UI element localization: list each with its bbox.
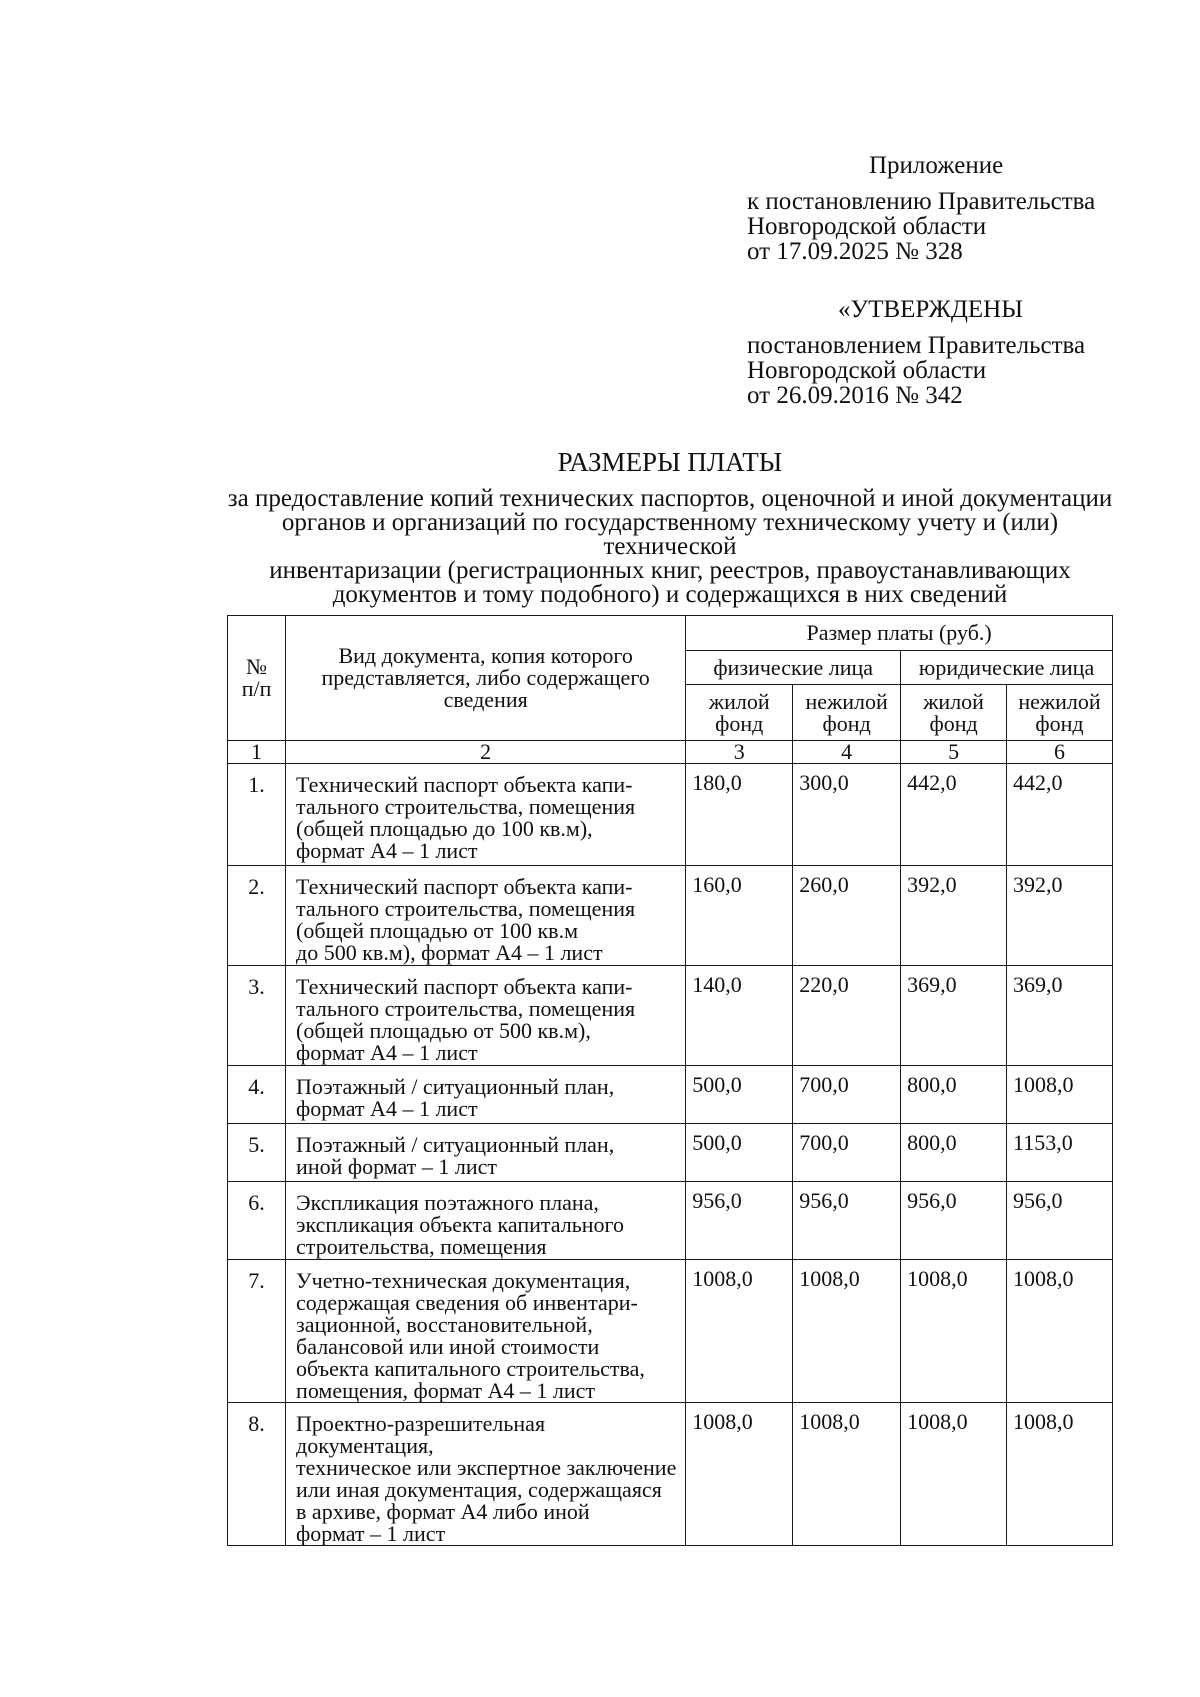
fee-value: 180,0 [686, 764, 793, 866]
approved-line: Новгородской области [747, 357, 987, 384]
document-type-cell [286, 866, 686, 966]
document-type-line: Поэтажный / ситуационный план, [296, 1074, 615, 1099]
document-type-line: объекта капитального строительства, [296, 1356, 645, 1381]
subtitle-line: органов и организаций по государственному техническому учету и (или) технической [281, 509, 1059, 560]
fee-value: 300,0 [793, 764, 901, 866]
column-number: 6 [1007, 741, 1113, 764]
document-type-line: Поэтажный / ситуационный план, [296, 1132, 615, 1157]
column-number: 5 [901, 741, 1007, 764]
document-type-line: тального строительства, помещения [296, 794, 636, 819]
row-number: 5. [228, 1124, 286, 1182]
document-type-line: содержащая сведения об инвентари- [296, 1290, 638, 1315]
subtitle-line: документов и тому подобного) и содержащихся в них сведений [332, 581, 1008, 608]
document-type-line: тального строительства, помещения [296, 996, 636, 1021]
document-type-cell [286, 764, 686, 866]
header-number-line: № [246, 654, 268, 679]
header-residential [686, 685, 793, 741]
document-type-line: помещения, формат А4 – 1 лист [296, 1378, 595, 1403]
header-individuals: физические лица [686, 651, 901, 685]
fee-value: 1008,0 [793, 1403, 901, 1546]
subtitle-line: инвентаризации (регистрационных книг, реестров, правоустанавливающих [269, 557, 1071, 584]
fee-value: 140,0 [686, 966, 793, 1066]
header-nonresidential-line: фонд [1035, 710, 1084, 736]
document-type-line: Технический паспорт объекта капи- [296, 772, 633, 797]
header-fee: Размер платы (руб.) [686, 616, 1113, 651]
document-type-line: балансовой или иной стоимости [296, 1334, 600, 1359]
header-nonresidential-line: фонд [822, 710, 871, 736]
document-type-cell [286, 1403, 686, 1546]
appendix-line: от 17.09.2025 № 328 [747, 238, 963, 265]
approved-reference [747, 333, 1085, 408]
fee-value: 392,0 [1007, 866, 1113, 966]
fee-rows [228, 764, 1113, 1546]
row-number: 7. [228, 1260, 286, 1403]
fee-value: 1008,0 [686, 1260, 793, 1403]
table-row [228, 1066, 1113, 1124]
fee-value: 1153,0 [1007, 1124, 1113, 1182]
appendix-label: Приложение [869, 152, 1004, 179]
row-number: 8. [228, 1403, 286, 1546]
document-subtitle [220, 487, 1120, 607]
document-type-line: формат – 1 лист [296, 1521, 446, 1546]
fee-value: 369,0 [1007, 966, 1113, 1066]
table-row [228, 1124, 1113, 1182]
subtitle-line: за предоставление копий технических паспортов, оценочной и иной документации [227, 485, 1113, 512]
document-type-line: (общей площадью до 100 кв.м), [296, 816, 593, 841]
fee-value: 1008,0 [686, 1403, 793, 1546]
document-type-line: формат А4 – 1 лист [296, 1040, 478, 1065]
document-type-line: до 500 кв.м), формат А4 – 1 лист [296, 940, 603, 965]
header-number-line: п/п [241, 676, 272, 701]
fee-value: 1008,0 [793, 1260, 901, 1403]
header-residential-line: жилой [708, 688, 770, 714]
document-type-line: тального строительства, помещения [296, 896, 636, 921]
column-number: 1 [228, 741, 286, 764]
header-document-type [286, 616, 686, 741]
row-number: 3. [228, 966, 286, 1066]
approved-line: от 26.09.2016 № 342 [747, 382, 963, 409]
document-type-line: техническое или экспертное заключение [296, 1455, 677, 1480]
document-type-line: Технический паспорт объекта капи- [296, 974, 633, 999]
header-document-line: сведения [443, 687, 528, 712]
fee-value: 956,0 [1007, 1182, 1113, 1260]
document-type-cell [286, 1260, 686, 1403]
fee-value: 220,0 [793, 966, 901, 1066]
fee-value: 956,0 [686, 1182, 793, 1260]
row-number: 2. [228, 866, 286, 966]
fee-value: 369,0 [901, 966, 1007, 1066]
document-type-line: Технический паспорт объекта капи- [296, 874, 633, 899]
column-number: 2 [286, 741, 686, 764]
document-type-line: формат А4 – 1 лист [296, 1096, 478, 1121]
document-type-line: Учетно-техническая документация, [296, 1268, 631, 1293]
fee-value: 500,0 [686, 1124, 793, 1182]
table-row [228, 1403, 1113, 1546]
fee-value: 956,0 [793, 1182, 901, 1260]
table-row [228, 1260, 1113, 1403]
appendix-line: Новгородской области [747, 213, 987, 240]
fee-value: 1008,0 [901, 1403, 1007, 1546]
header-number [228, 616, 286, 741]
document-type-line: формат А4 – 1 лист [296, 838, 478, 863]
fee-value: 260,0 [793, 866, 901, 966]
header-residential-line: фонд [929, 710, 978, 736]
table-row [228, 966, 1113, 1066]
header-nonresidential [1007, 685, 1113, 741]
document-type-line: Проектно-разрешительная документация, [296, 1411, 546, 1458]
document-type-line: (общей площадью от 100 кв.м [296, 918, 578, 943]
fee-table [227, 615, 1113, 1546]
row-number: 6. [228, 1182, 286, 1260]
document-type-line: иной формат – 1 лист [296, 1154, 498, 1179]
row-number: 1. [228, 764, 286, 866]
document-type-line: в архиве, формат А4 либо иной [296, 1499, 590, 1524]
header-document-line: Вид документа, копия которого [338, 643, 633, 668]
appendix-line: к постановлению Правительства [747, 188, 1096, 215]
fee-value: 1008,0 [1007, 1066, 1113, 1124]
document-type-line: зационной, восстановительной, [296, 1312, 593, 1337]
column-number: 4 [793, 741, 901, 764]
header-nonresidential-line: нежилой [805, 688, 888, 714]
document-type-cell [286, 1182, 686, 1260]
fee-value: 500,0 [686, 1066, 793, 1124]
fee-value: 800,0 [901, 1124, 1007, 1182]
column-number: 3 [686, 741, 793, 764]
header-residential-line: жилой [923, 688, 984, 714]
table-row [228, 1182, 1113, 1260]
header-nonresidential-line: нежилой [1018, 688, 1101, 714]
document-heading: РАЗМЕРЫ ПЛАТЫ [557, 447, 783, 477]
fee-value: 442,0 [1007, 764, 1113, 866]
header-legal-entities: юридические лица [901, 651, 1113, 685]
fee-value: 1008,0 [1007, 1260, 1113, 1403]
document-type-cell [286, 1124, 686, 1182]
table-row [228, 764, 1113, 866]
table-row [228, 866, 1113, 966]
document-type-cell [286, 966, 686, 1066]
approved-label: «УТВЕРЖДЕНЫ [838, 296, 1024, 323]
document-type-line: Экспликация поэтажного плана, [296, 1190, 599, 1215]
fee-value: 956,0 [901, 1182, 1007, 1260]
document-type-line: экспликация объекта капитального [296, 1212, 625, 1237]
fee-value: 442,0 [901, 764, 1007, 866]
fee-value: 700,0 [793, 1124, 901, 1182]
header-document-line: представляется, либо содержащего [321, 665, 650, 690]
header-residential-line: фонд [715, 710, 764, 736]
fee-value: 1008,0 [1007, 1403, 1113, 1546]
document-type-line: строительства, помещения [296, 1234, 547, 1259]
fee-value: 700,0 [793, 1066, 901, 1124]
header-nonresidential [793, 685, 901, 741]
fee-value: 1008,0 [901, 1260, 1007, 1403]
fee-value: 160,0 [686, 866, 793, 966]
document-type-line: или иная документация, содержащаяся [296, 1477, 662, 1502]
appendix-reference [747, 189, 1095, 264]
header-residential [901, 685, 1007, 741]
fee-value: 392,0 [901, 866, 1007, 966]
document-type-line: (общей площадью от 500 кв.м), [296, 1018, 591, 1043]
row-number: 4. [228, 1066, 286, 1124]
document-type-cell [286, 1066, 686, 1124]
fee-value: 800,0 [901, 1066, 1007, 1124]
approved-line: постановлением Правительства [747, 332, 1086, 359]
